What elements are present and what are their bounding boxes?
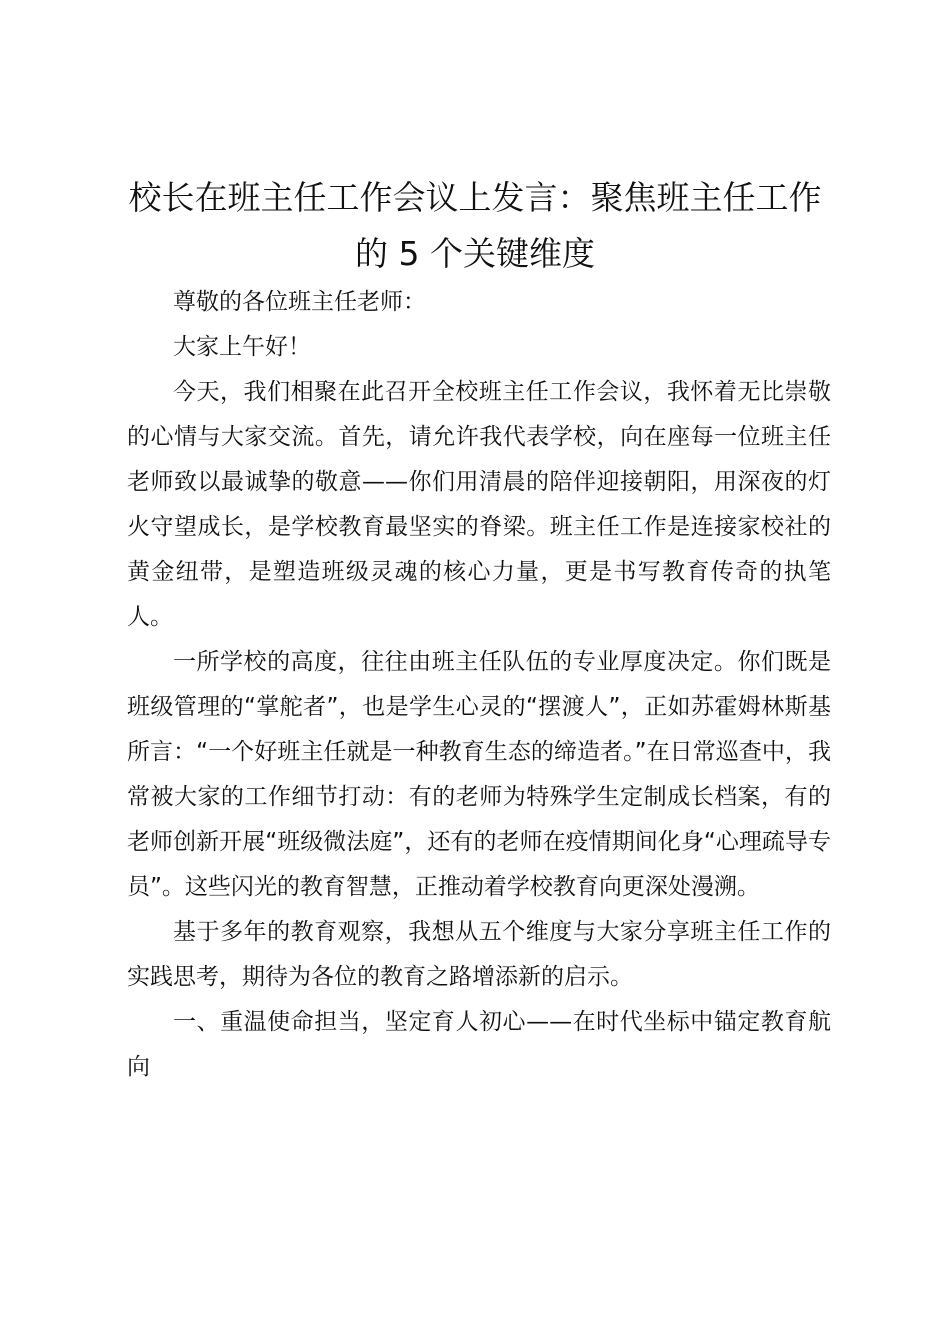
body-paragraph: 基于多年的教育观察，我想从五个维度与大家分享班主任工作的实践思考，期待为各位的教育之路增添新的启示。 [127,919,831,990]
salutation: 尊敬的各位班主任老师： [173,289,426,315]
section-heading: 一、重温使命担当，坚定育人初心——在时代坐标中锚定教育航向 [127,1009,831,1080]
document-title: 校长在班主任工作会议上发言：聚焦班主任工作的 5 个关键维度 [128,178,822,273]
greeting: 大家上午好！ [173,334,311,360]
document-body [127,280,831,1090]
body-paragraph: 今天，我们相聚在此召开全校班主任工作会议，我怀着无比崇敬的心情与大家交流。首先，请允许我代表学校，向在座每一位班主任老师致以最诚挚的敬意——你们用清晨的陪伴迎接朝阳，用深夜的灯火守望成长，是学校教育最坚实的脊梁。班主任工作是连接家校社的黄金纽带，是塑造班级灵魂的核心力量，更是书写教育传奇的执笔人。 [127,379,831,630]
body-paragraph: 一所学校的高度，往往由班主任队伍的专业厚度决定。你们既是班级管理的“掌舵者”，也是学生心灵的“摆渡人”，正如苏霍姆林斯基所言：“一个好班主任就是一种教育生态的缔造者。”在日常巡查中，我常被大家的工作细节打动：有的老师为特殊学生定制成长档案，有的老师创新开展“班级微法庭”，还有的老师在疫情期间化身“心理疏导专员”。这些闪光的教育智慧，正推动着学校教育向更深处漫溯。 [127,649,831,900]
